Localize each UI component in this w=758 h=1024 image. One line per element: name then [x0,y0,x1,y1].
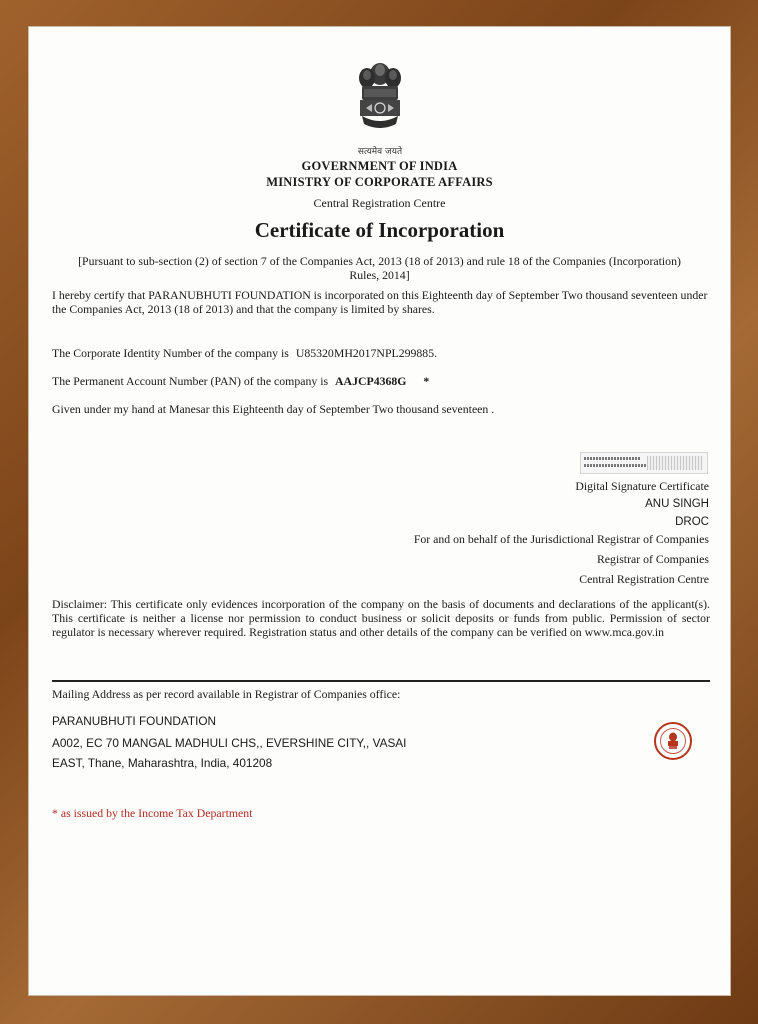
pan-value: AAJCP4368G [335,374,407,388]
on-behalf-line: For and on behalf of the Jurisdictional Registrar of Companies [413,532,709,546]
given-line: Given under my hand at Manesar this Eighteenth day of September Two thousand seventeen . [52,402,495,416]
signatory-designation: DROC [675,516,709,528]
cin-text: The Corporate Identity Number of the company is [52,346,289,360]
emblem-lions-icon [352,56,408,142]
pan-text: The Permanent Account Number (PAN) of the company is [52,374,329,388]
disclaimer-paragraph: Disclaimer: This certificate only evidences incorporation of the company on the basis of documents and declarations of the applicant(s). This certificate is neither a license nor permission to conduct business or solicit deposits or funds from public. Permission of sector regulator is necessary wherever required. Registration status and other details of the company can be verified on www.mca.gov.in [52,597,710,639]
signature-text-line [584,457,640,460]
cin-value: U85320MH2017NPL299885. [295,346,438,360]
seal-emblem-icon [661,729,685,753]
divider [52,680,710,682]
signatory-name: ANU SINGH [645,498,709,510]
certificate-title: Certificate of Incorporation [254,218,505,242]
signature-certificate-label: Digital Signature Certificate [575,479,709,493]
signature-barcode [647,456,703,470]
pan-footnote-mark: * [423,374,430,388]
registrar-line: Registrar of Companies [596,552,709,566]
seal-inner-ring [660,728,686,754]
cin-line [52,346,712,360]
mailing-address-line: EAST, Thane, Maharashtra, India, 401208 [52,756,273,770]
mailing-address-line: PARANUBHUTI FOUNDATION [52,714,217,728]
signature-centre-line: Central Registration Centre [579,572,709,586]
certificate-paper [28,26,731,996]
signature-text-line [584,464,646,467]
emblem-motto: सत्यमेव जयते [357,147,403,157]
ministry-heading: MINISTRY OF CORPORATE AFFAIRS [266,175,493,189]
registration-centre: Central Registration Centre [313,196,446,210]
pan-line [52,374,712,388]
official-seal-icon [654,722,692,760]
pan-footnote: * as issued by the Income Tax Department [52,806,253,820]
mailing-address-line: A002, EC 70 MANGAL MADHULI CHS,, EVERSHINE CITY,, VASAI [52,736,407,750]
digital-signature-stamp [580,452,708,474]
mailing-address-heading: Mailing Address as per record available in Registrar of Companies office: [52,687,401,701]
pursuant-clause: [Pursuant to sub-section (2) of section 7 of the Companies Act, 2013 (18 of 2013) and rule 18 of the Companies (Incorporation) Rules, 2014] [78,254,681,282]
government-heading: GOVERNMENT OF INDIA [301,159,458,173]
certify-paragraph: I hereby certify that PARANUBHUTI FOUNDATION is incorporated on this Eighteenth day of September Two thousand seventeen under the Companies Act, 2013 (18 of 2013) and that the company is limited by shares. [52,288,708,316]
national-emblem [348,56,412,157]
